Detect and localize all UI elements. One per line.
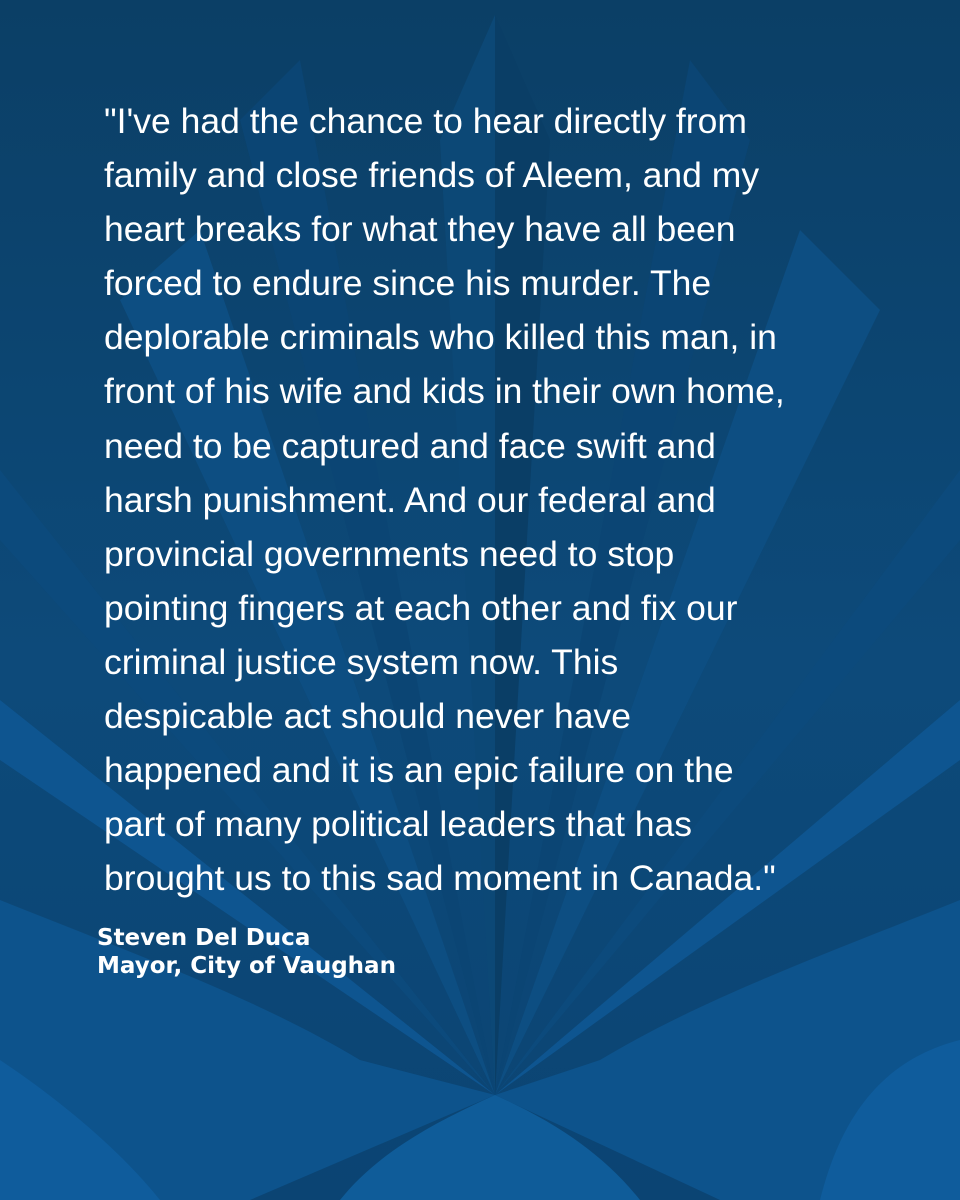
quote-line: family and close friends of Aleem, and my — [104, 155, 760, 196]
attribution — [97, 924, 396, 980]
quote-line: deplorable criminals who killed this man, in — [104, 317, 777, 358]
quote-line: "I've had the chance to hear directly from — [104, 101, 747, 141]
quote-line: front of his wife and kids in their own home, — [104, 371, 785, 412]
quote-line: pointing fingers at each other and fix our — [104, 587, 738, 628]
speaker-title: Mayor, City of Vaughan — [97, 953, 396, 979]
quote-line: need to be captured and face swift and — [104, 425, 716, 466]
quote-text — [104, 94, 864, 905]
quote-line: criminal justice system now. This — [104, 641, 619, 682]
quote-line: despicable act should never have — [104, 696, 631, 737]
speaker-name: Steven Del Duca — [97, 925, 311, 951]
quote-line: part of many political leaders that has — [104, 804, 693, 845]
quote-line: brought us to this sad moment in Canada." — [104, 858, 776, 899]
quote-line: forced to endure since his murder. The — [104, 263, 712, 304]
quote-line: happened and it is an epic failure on the — [104, 750, 734, 791]
quote-line: harsh punishment. And our federal and — [104, 479, 716, 520]
quote-line: provincial governments need to stop — [104, 533, 675, 574]
quote-line: heart breaks for what they have all been — [104, 209, 736, 250]
